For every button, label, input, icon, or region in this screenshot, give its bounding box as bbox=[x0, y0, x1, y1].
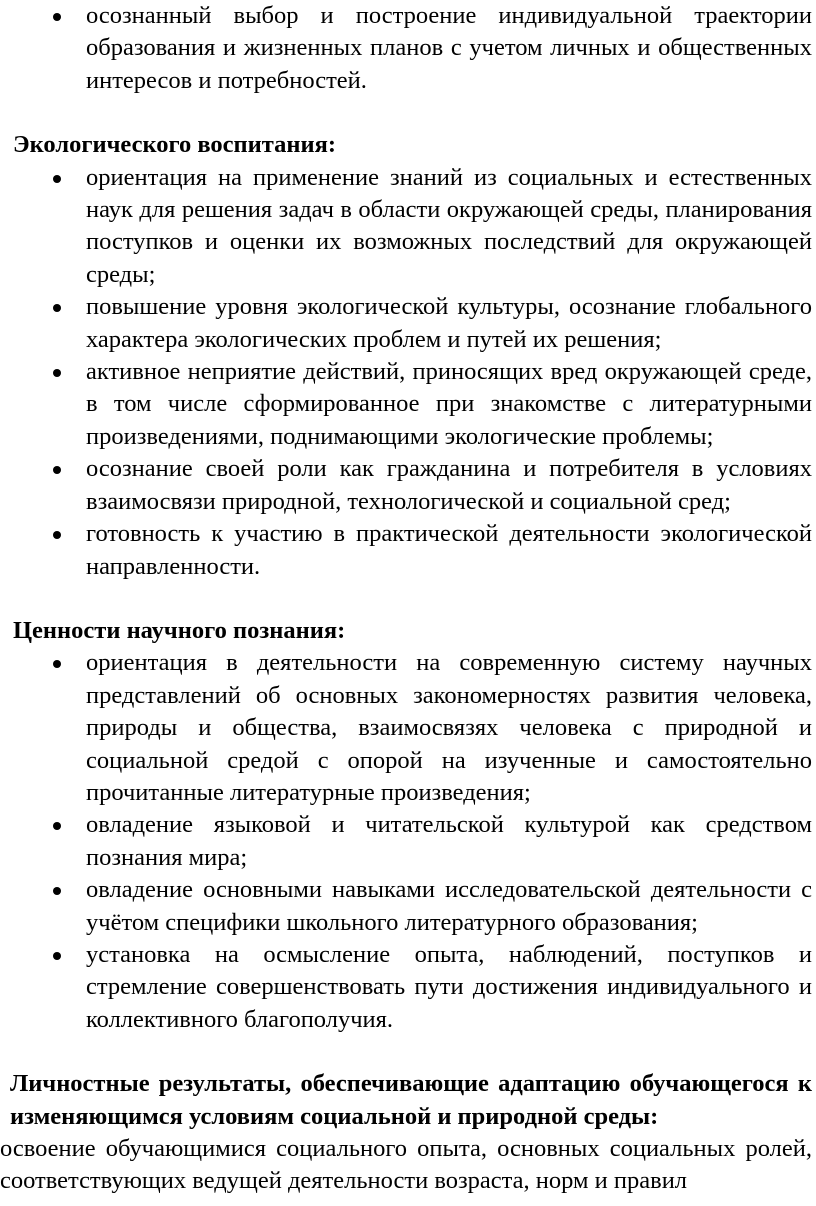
bullet-icon bbox=[53, 952, 61, 960]
bullet-icon bbox=[53, 887, 61, 895]
list-item bbox=[0, 809, 816, 874]
science-list bbox=[0, 647, 816, 1036]
bullet-icon bbox=[53, 466, 61, 474]
section-heading-science: Ценности научного познания: bbox=[13, 616, 346, 644]
list-item bbox=[0, 874, 816, 939]
list-item bbox=[0, 647, 816, 809]
intro-list bbox=[0, 0, 816, 97]
list-item-text: овладение языковой и читательской культурой как средством познания мира; bbox=[86, 811, 812, 871]
list-item-text: овладение основными навыками исследовательской деятельности с учётом специфики школьного литературного образования; bbox=[86, 876, 812, 936]
bullet-icon bbox=[53, 13, 61, 21]
bullet-icon bbox=[53, 822, 61, 830]
body-paragraph: освоение обучающимися социального опыта, основных социальных ролей, соответствующих ведущей деятельности возраста, норм и правил bbox=[0, 1135, 812, 1195]
list-item-text: осознание своей роли как гражданина и потребителя в условиях взаимосвязи природной, технологической и социальной сред; bbox=[86, 455, 812, 515]
list-item bbox=[0, 453, 816, 518]
bullet-icon bbox=[53, 660, 61, 668]
list-item-text: готовность к участию в практической деятельности экологической направленности. bbox=[86, 520, 812, 580]
bullet-icon bbox=[53, 304, 61, 312]
list-item bbox=[0, 162, 816, 292]
list-item-text: ориентация на применение знаний из социальных и естественных наук для решения задач в области окружающей среды, планирования поступков и оценки их возможных последствий для окружающей среды; bbox=[86, 163, 812, 288]
list-item bbox=[0, 518, 816, 583]
list-item-text: установка на осмысление опыта, наблюдений, поступков и стремление совершенствовать пути достижения индивидуального и коллективного благополучия. bbox=[86, 940, 812, 1033]
list-item-text: активное неприятие действий, приносящих вред окружающей среде, в том числе сформированное при знакомстве с литературными произведениями, поднимающими экологические проблемы; bbox=[86, 358, 812, 450]
bullet-icon bbox=[53, 531, 61, 539]
section-heading-adaptation: Личностные результаты, обеспечивающие адаптацию обучающегося к изменяющимся условиям социальной и природной среды: bbox=[10, 1070, 812, 1130]
list-item bbox=[0, 291, 816, 356]
section-heading-ecology: Экологического воспитания: bbox=[13, 131, 337, 159]
list-item-text: повышение уровня экологической культуры, осознание глобального характера экологических проблем и путей их решения; bbox=[86, 293, 812, 353]
list-item bbox=[0, 0, 816, 97]
list-item bbox=[0, 356, 816, 453]
list-item-text: ориентация в деятельности на современную систему научных представлений об основных закономерностях развития человека, природы и общества, взаимосвязях человека с природной и социальной средой с опорой на изученные и самостоятельно прочитанные литературные произведения; bbox=[86, 649, 812, 806]
bullet-icon bbox=[53, 175, 61, 183]
list-item bbox=[0, 939, 816, 1036]
list-item-text: осознанный выбор и построение индивидуальной траектории образования и жизненных планов с учетом личных и общественных интересов и потребностей. bbox=[86, 2, 812, 94]
ecology-list bbox=[0, 162, 816, 583]
bullet-icon bbox=[53, 369, 61, 377]
